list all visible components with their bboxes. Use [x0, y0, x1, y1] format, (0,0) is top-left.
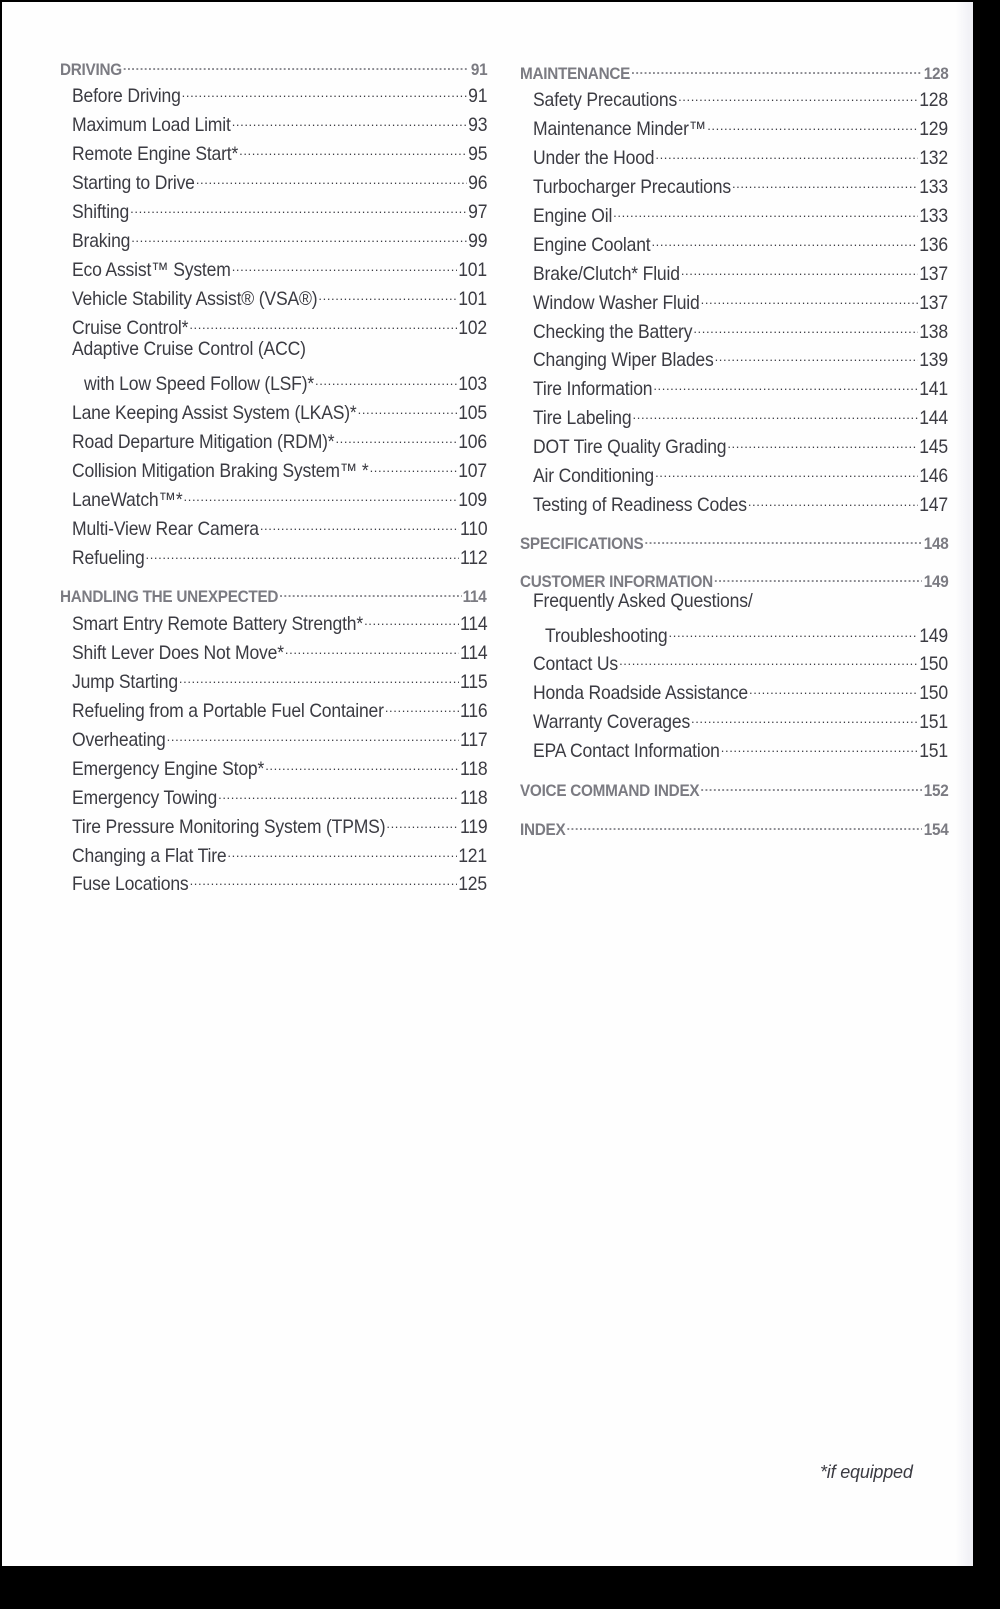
toc-entry-adaptive-cruise-control-acc[interactable]: [72, 336, 487, 362]
dot-leader: [179, 662, 459, 688]
dot-leader: [196, 163, 467, 189]
toc-entry-label: Lane Keeping Assist System (LKAS)*: [72, 402, 357, 424]
dot-leader: [146, 538, 459, 564]
toc-entry-overheating[interactable]: [72, 720, 487, 751]
toc-entry-lane-keeping-assist-system-lkas[interactable]: [72, 393, 487, 424]
toc-entry-emergency-engine-stop[interactable]: [72, 749, 487, 780]
dot-leader: [318, 279, 457, 305]
dot-leader: [721, 731, 918, 757]
dot-leader: [315, 364, 457, 390]
toc-entry-remote-engine-start[interactable]: [72, 134, 487, 165]
toc-section-index[interactable]: [520, 809, 948, 839]
toc-page-number: 115: [459, 671, 487, 693]
toc-entry-label: CUSTOMER INFORMATION: [520, 572, 713, 591]
toc-entry-label: EPA Contact Information: [533, 740, 720, 762]
toc-entry-label: Jump Starting: [72, 671, 178, 693]
toc-section-maintenance[interactable]: [520, 53, 948, 83]
dot-leader: [707, 109, 918, 135]
toc-entry-label: Collision Mitigation Braking System™ *: [72, 460, 369, 482]
toc-entry-label: Vehicle Stability Assist® (VSA®): [72, 288, 318, 310]
toc-page-number: 146: [919, 465, 948, 487]
dot-leader: [385, 691, 459, 717]
dot-leader: [700, 770, 922, 796]
toc-entry-label: Shifting: [72, 201, 130, 223]
toc-page-number: 96: [467, 172, 487, 194]
toc-entry-label: Before Driving: [72, 85, 181, 107]
toc-entry-label: Warranty Coverages: [533, 711, 691, 733]
dot-leader: [232, 250, 458, 276]
toc-entry-label: Fuse Locations: [72, 873, 189, 895]
toc-entry-tire-labeling[interactable]: [533, 398, 948, 429]
toc-entry-label: MAINTENANCE: [520, 64, 631, 83]
toc-entry-label: Tire Information: [533, 378, 653, 400]
toc-page-number: 151: [919, 740, 948, 762]
toc-page-number: 103: [458, 373, 487, 395]
toc-entry-label: Testing of Readiness Codes: [533, 494, 747, 516]
toc-entry-brake-clutch-fluid[interactable]: [533, 254, 948, 285]
toc-entry-label: Starting to Drive: [72, 172, 195, 194]
toc-page-number: 93: [467, 114, 487, 136]
dot-leader: [364, 604, 459, 630]
toc-entry-tire-pressure-monitoring-system-tpms[interactable]: [72, 807, 487, 838]
dot-leader: [218, 778, 458, 804]
dot-leader: [633, 398, 919, 424]
dot-leader: [182, 76, 467, 102]
toc-entry-label: Troubleshooting: [545, 625, 668, 647]
toc-entry-label: Checking the Battery: [533, 321, 693, 343]
toc-page-number: 128: [919, 89, 948, 111]
dot-leader: [239, 134, 467, 160]
dot-leader: [386, 807, 458, 833]
dot-leader: [131, 221, 467, 247]
toc-page-number: 105: [458, 402, 487, 424]
toc-entry-label: Multi-View Rear Camera: [72, 518, 259, 540]
toc-page-number: 154: [923, 820, 948, 839]
dot-leader: [715, 340, 919, 366]
dot-leader: [691, 702, 918, 728]
toc-entry-collision-mitigation-braking-system[interactable]: [72, 451, 487, 482]
toc-page-number: 137: [919, 292, 948, 314]
toc-entry-with-low-speed-follow-lsf[interactable]: [84, 364, 487, 395]
dot-leader: [370, 451, 458, 477]
toc-page-number: 114: [459, 642, 487, 664]
toc-page-number: 102: [458, 317, 487, 339]
toc-entry-label: Turbocharger Precautions: [533, 176, 731, 198]
toc-entry-label: Under the Hood: [533, 147, 655, 169]
toc-entry-warranty-coverages[interactable]: [533, 702, 948, 733]
toc-section-customer-information[interactable]: [520, 561, 948, 591]
dot-leader: [748, 485, 918, 511]
dot-leader: [184, 480, 458, 506]
toc-entry-label: Safety Precautions: [533, 89, 678, 111]
toc-page-number: 114: [459, 613, 487, 635]
toc-entry-refueling-from-a-portable-fuel-container[interactable]: [72, 691, 487, 722]
toc-entry-label: Emergency Engine Stop*: [72, 758, 265, 780]
toc-entry-shifting[interactable]: [72, 192, 487, 223]
dot-leader: [227, 836, 457, 862]
toc-entry-label: Remote Engine Start*: [72, 143, 239, 165]
toc-entry-label: Braking: [72, 230, 131, 252]
toc-entry-refueling[interactable]: [72, 538, 487, 569]
toc-section-voice-command-index[interactable]: [520, 770, 948, 800]
toc-page-number: 145: [919, 436, 948, 458]
toc-entry-label: Emergency Towing: [72, 787, 218, 809]
toc-page-number: 133: [919, 205, 948, 227]
dot-leader: [130, 192, 467, 218]
toc-page-number: 144: [919, 407, 948, 429]
toc-entry-label: DOT Tire Quality Grading: [533, 436, 727, 458]
toc-entry-label: Eco Assist™ System: [72, 259, 231, 281]
toc-page-number: 150: [919, 653, 948, 675]
toc-entry-multi-view-rear-camera[interactable]: [72, 509, 487, 540]
toc-section-driving[interactable]: [60, 49, 487, 79]
dot-leader: [669, 616, 919, 642]
toc-entry-eco-assist-system[interactable]: [72, 250, 487, 281]
toc-entry-label: Refueling from a Portable Fuel Container: [72, 700, 384, 722]
toc-page-number: 109: [458, 489, 487, 511]
dot-leader: [566, 809, 922, 835]
toc-page-number: 152: [923, 781, 948, 800]
toc-entry-turbocharger-precautions[interactable]: [533, 167, 948, 198]
toc-page-number: 114: [463, 587, 487, 606]
toc-entry-honda-roadside-assistance[interactable]: [533, 673, 948, 704]
toc-entry-label: Contact Us: [533, 653, 619, 675]
toc-page-number: 151: [919, 711, 948, 733]
toc-entry-emergency-towing[interactable]: [72, 778, 487, 809]
toc-entry-label: Engine Oil: [533, 205, 613, 227]
toc-entry-changing-wiper-blades[interactable]: [533, 340, 948, 371]
toc-page-number: 139: [919, 349, 948, 371]
toc-page-number: 91: [470, 60, 487, 79]
toc-entry-lanewatch[interactable]: [72, 480, 487, 511]
dot-leader: [167, 720, 459, 746]
toc-page-number: 91: [467, 85, 487, 107]
toc-entry-frequently-asked-questions[interactable]: [533, 588, 948, 614]
toc-entry-label: Maintenance Minder™: [533, 118, 707, 140]
toc-entry-starting-to-drive[interactable]: [72, 163, 487, 194]
toc-entry-label: Refueling: [72, 547, 145, 569]
toc-entry-testing-of-readiness-codes[interactable]: [533, 485, 948, 516]
dot-leader: [613, 196, 918, 222]
toc-entry-cruise-control[interactable]: [72, 308, 487, 339]
toc-page-number: 132: [919, 147, 948, 169]
toc-entry-label: Shift Lever Does Not Move*: [72, 642, 284, 664]
toc-entry-contact-us[interactable]: [533, 644, 948, 675]
toc-page-number: 128: [923, 64, 948, 83]
toc-entry-maximum-load-limit[interactable]: [72, 105, 487, 136]
toc-page-number: 137: [919, 263, 948, 285]
toc-entry-fuse-locations[interactable]: [72, 864, 487, 895]
dot-leader: [260, 509, 459, 535]
toc-page-number: 107: [458, 460, 487, 482]
toc-page-number: 99: [467, 230, 487, 252]
toc-entry-label: DRIVING: [60, 60, 122, 79]
dot-leader: [644, 523, 922, 549]
toc-entry-engine-coolant[interactable]: [533, 225, 948, 256]
toc-page-number: 149: [923, 572, 948, 591]
toc-page-number: 116: [459, 700, 487, 722]
toc-section-handling-the-unexpected[interactable]: [60, 576, 487, 606]
toc-entry-label: Changing Wiper Blades: [533, 349, 714, 371]
toc-entry-label: VOICE COMMAND INDEX: [520, 781, 700, 800]
toc-page-number: 147: [919, 494, 948, 516]
toc-entry-dot-tire-quality-grading[interactable]: [533, 427, 948, 458]
toc-page-number: 119: [459, 816, 487, 838]
toc-entry-window-washer-fluid[interactable]: [533, 283, 948, 314]
footnote: *if equipped: [820, 1462, 913, 1482]
toc-entry-maintenance-minder[interactable]: [533, 109, 948, 140]
toc-page-number: 106: [458, 431, 487, 453]
dot-leader: [653, 369, 918, 395]
toc-page-number: 121: [458, 845, 487, 867]
toc-entry-label: Frequently Asked Questions/: [533, 590, 753, 612]
toc-entry-shift-lever-does-not-move[interactable]: [72, 633, 487, 664]
toc-entry-label: Brake/Clutch* Fluid: [533, 263, 680, 285]
dot-leader: [190, 864, 458, 890]
toc-page-number: 118: [459, 787, 487, 809]
dot-leader: [285, 633, 459, 659]
dot-leader: [631, 53, 922, 79]
toc-page-number: 110: [459, 518, 487, 540]
toc-entry-smart-entry-remote-battery-strength[interactable]: [72, 604, 487, 635]
toc-page-number: 133: [919, 176, 948, 198]
toc-entry-label: Changing a Flat Tire: [72, 845, 227, 867]
dot-leader: [335, 422, 457, 448]
toc-entry-road-departure-mitigation-rdm[interactable]: [72, 422, 487, 453]
dot-leader: [732, 167, 918, 193]
toc-page-number: 138: [919, 321, 948, 343]
toc-page-number: 136: [919, 234, 948, 256]
toc-page-number: 117: [459, 729, 487, 751]
dot-leader: [358, 393, 458, 419]
dot-leader: [655, 456, 918, 482]
toc-page: [2, 2, 973, 1566]
toc-entry-vehicle-stability-assist-vsa[interactable]: [72, 279, 487, 310]
toc-entry-label: LaneWatch™*: [72, 489, 183, 511]
dot-leader: [681, 254, 918, 280]
toc-entry-before-driving[interactable]: [72, 76, 487, 107]
toc-entry-label: Smart Entry Remote Battery Strength*: [72, 613, 364, 635]
toc-entry-safety-precautions[interactable]: [533, 80, 948, 111]
toc-page-number: 95: [467, 143, 487, 165]
dot-leader: [619, 644, 918, 670]
toc-entry-under-the-hood[interactable]: [533, 138, 948, 169]
dot-leader: [678, 80, 918, 106]
toc-entry-label: Adaptive Cruise Control (ACC): [72, 338, 306, 360]
toc-entry-label: Air Conditioning: [533, 465, 655, 487]
toc-entry-label: Honda Roadside Assistance: [533, 682, 749, 704]
toc-entry-label: with Low Speed Follow (LSF)*: [84, 373, 315, 395]
toc-page-number: 150: [919, 682, 948, 704]
toc-entry-label: Tire Labeling: [533, 407, 632, 429]
toc-entry-label: Window Washer Fluid: [533, 292, 700, 314]
dot-leader: [693, 312, 918, 338]
toc-entry-label: Maximum Load Limit: [72, 114, 231, 136]
toc-entry-label: Tire Pressure Monitoring System (TPMS): [72, 816, 386, 838]
toc-entry-label: Cruise Control*: [72, 317, 189, 339]
toc-entry-engine-oil[interactable]: [533, 196, 948, 227]
dot-leader: [749, 673, 918, 699]
toc-entry-label: SPECIFICATIONS: [520, 534, 644, 553]
dot-leader: [279, 576, 462, 602]
dot-leader: [655, 138, 918, 164]
toc-entry-label: Engine Coolant: [533, 234, 651, 256]
toc-entry-checking-the-battery[interactable]: [533, 312, 948, 343]
toc-section-specifications[interactable]: [520, 523, 948, 553]
toc-entry-air-conditioning[interactable]: [533, 456, 948, 487]
dot-leader: [123, 49, 470, 75]
toc-page-number: 149: [919, 625, 948, 647]
toc-page-number: 118: [459, 758, 487, 780]
dot-leader: [651, 225, 918, 251]
dot-leader: [189, 308, 457, 334]
toc-entry-changing-a-flat-tire[interactable]: [72, 836, 487, 867]
toc-entry-tire-information[interactable]: [533, 369, 948, 400]
toc-page-number: 101: [458, 288, 487, 310]
toc-page-number: 112: [459, 547, 487, 569]
toc-entry-label: Overheating: [72, 729, 166, 751]
toc-entry-epa-contact-information[interactable]: [533, 731, 948, 762]
toc-page-number: 129: [919, 118, 948, 140]
toc-page-number: 101: [458, 259, 487, 281]
toc-page-number: 97: [467, 201, 487, 223]
toc-entry-label: HANDLING THE UNEXPECTED: [60, 587, 279, 606]
dot-leader: [701, 283, 919, 309]
toc-page-number: 148: [923, 534, 948, 553]
dot-leader: [265, 749, 458, 775]
toc-entry-braking[interactable]: [72, 221, 487, 252]
toc-entry-label: INDEX: [520, 820, 566, 839]
toc-page-number: 141: [919, 378, 948, 400]
toc-entry-label: Road Departure Mitigation (RDM)*: [72, 431, 335, 453]
toc-page-number: 125: [458, 873, 487, 895]
dot-leader: [727, 427, 918, 453]
toc-entry-troubleshooting[interactable]: [545, 616, 948, 647]
dot-leader: [232, 105, 467, 131]
toc-entry-jump-starting[interactable]: [72, 662, 487, 693]
dot-leader: [714, 561, 922, 587]
